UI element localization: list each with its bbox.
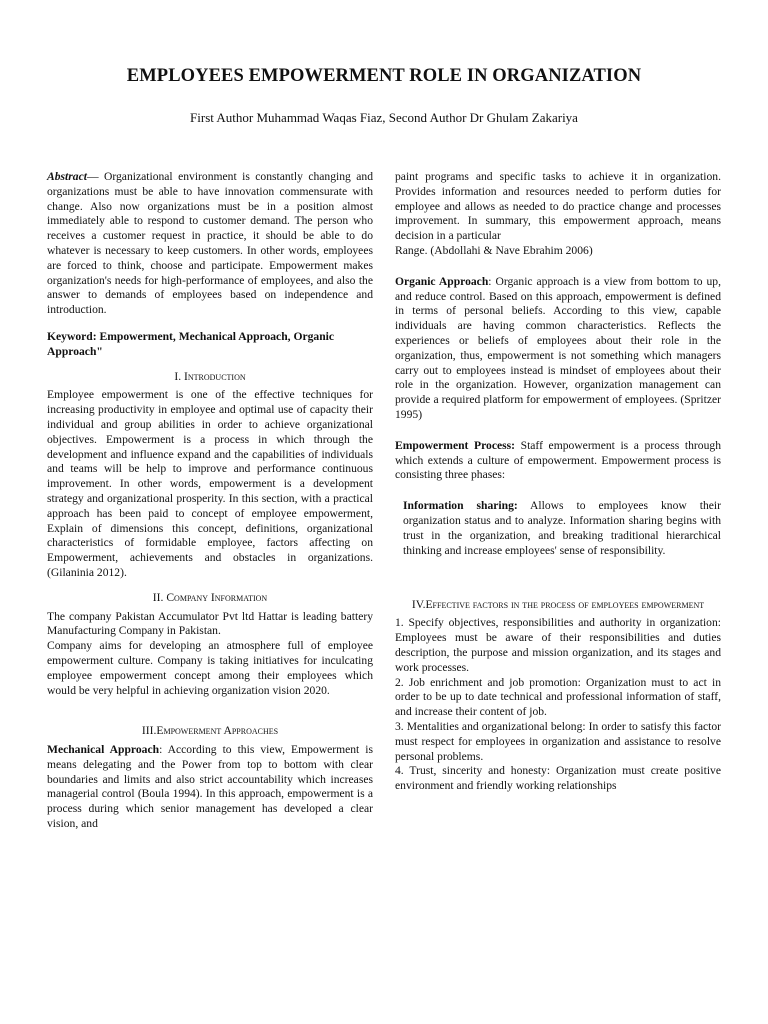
organic-label: Organic Approach xyxy=(395,274,489,288)
sharing-label: Information sharing: xyxy=(403,499,518,513)
sharing-text: Allows to employees know their organization status and to analyze. Information sharing begins with trust in the organization, and breaking traditional hierarchical thinking and increase employees' sense of responsibility. xyxy=(403,499,721,557)
mechanical-reference: Range. (Abdollahi & Nave Ebrahim 2006) xyxy=(395,243,593,257)
empowerment-process xyxy=(395,439,721,483)
paper-title: EMPLOYEES EMPOWERMENT ROLE IN ORGANIZATION xyxy=(126,66,642,86)
factor-item: 3. Mentalities and organizational belong: In order to satisfy this factor must respect for employees in organization and assistance to resolve personal problems. xyxy=(395,719,721,763)
mechanical-continued: paint programs and specific tasks to achieve it in organization. Provides information and resources needed to perform duties for employee and allows as needed to do practice change and processes improvement. In summary, this empowerment approach, means decision in a particular xyxy=(395,170,721,243)
section-heading-introduction: I. Introduction xyxy=(174,369,246,383)
paper-authors: First Author Muhammad Waqas Fiaz, Second Author Dr Ghulam Zakariya xyxy=(190,110,578,125)
section-heading-factors: IV.Effective factors in the process of employees empowerment xyxy=(411,598,705,612)
factor-item: 1. Specify objectives, responsibilities and authority in organization: Employees must be aware of their responsibilities and duties description, the purpose and mission organization, and its stages and work processes. xyxy=(395,616,721,674)
organic-approach xyxy=(395,275,721,423)
process-text: Staff empowerment is a process through which extends a culture of empowerment. Empowerment process is consisting three phases: xyxy=(395,438,721,482)
factor-item: 2. Job enrichment and job promotion: Organization must to act in order to be up to date technical and professional information of staff, and increase their content of job. xyxy=(395,675,721,719)
mechanical-approach xyxy=(47,743,373,832)
organic-text: : Organic approach is a view from bottom to up, and reduce control. Based on this approach, empowerment is defined in terms of personal beliefs. According to this view, capable individuals are having common characteristics. Reflects the experiences or beliefs of employees about their role in the organization, thus, empowerment is not something which managers carry out to employees instead is mindset of employees about their role in the organization. However, organization management can provide a required platform for empowerment of employees. (Spritzer 1995) xyxy=(395,274,721,421)
keywords: Keyword: Empowerment, Mechanical Approach, Organic Approach" xyxy=(47,329,335,358)
abstract-text: — Organizational environment is constantly changing and organizations must be able to have innovation commensurate with change. Also now organizations must be in a position almost immediately able to respond to customer demand. The person who receives a customer request in practice, it should be able to do whatever is necessary to keep customers. In other words, employees are forced to think, choose and participate. Empowerment makes organization's needs for high-performance of employees, and also the answer to demands of employees based on independence and introduction. xyxy=(47,170,373,317)
factor-item: 4. Trust, sincerity and honesty: Organization must create positive environment and friendly working relationships xyxy=(395,764,721,793)
abstract xyxy=(47,170,373,318)
section-heading-company: II. Company Information xyxy=(152,590,268,604)
information-sharing xyxy=(395,499,721,558)
mechanical-text: : According to this view, Empowerment is means delegating and the Power from top to bottom with clear boundaries and limits and also strict accountability which increases managerial control (Boula 1994). In this approach, empowerment is a process during which senior management has developed a clear vision, and xyxy=(47,743,373,831)
mechanical-label: Mechanical Approach xyxy=(47,743,160,757)
right-column xyxy=(395,170,721,794)
company-text-2: Company aims for developing an atmosphere full of employee empowerment culture. Company is taking initiatives for inculcating employee empowerment concept among their employees which would be very helpful in achieving organization vision 2020. xyxy=(47,639,373,697)
introduction-text: Employee empowerment is one of the effective techniques for increasing productivity in employee and optimal use of capacity their individual and group abilities in order to achieve organizational objectives. Empowerment is a process in which through the development and influence expand and the capabilities of individuals and teams will be help to improve and performance continuous improvement. In other words, empowerment is a development strategy and organizational prosperity. In this section, with a practical approach has been paid to concept of employee empowerment, Explain of dimensions this concept, definitions, organizational characteristics of formidable employee, factors affecting on Empowerment, achievements and obstacles in organizations. (Gilaninia 2012). xyxy=(47,388,373,579)
left-column xyxy=(47,170,373,832)
company-text-1: The company Pakistan Accumulator Pvt ltd Hattar is leading battery Manufacturing Company in Pakistan. xyxy=(47,609,373,638)
abstract-label: Abstract xyxy=(47,170,87,183)
section-heading-approaches: III.Empowerment Approaches xyxy=(141,724,279,738)
process-label: Empowerment Process: xyxy=(395,438,516,452)
